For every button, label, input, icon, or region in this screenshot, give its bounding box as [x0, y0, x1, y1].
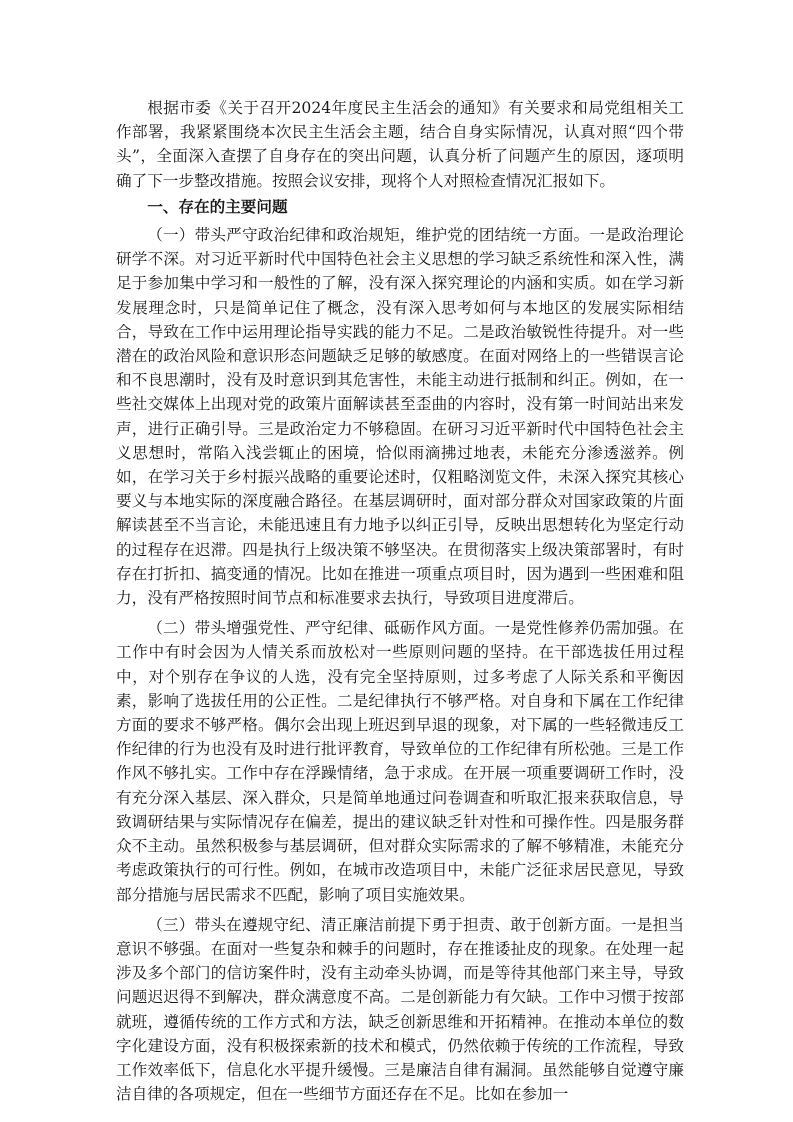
section-heading-main-problems: 一、存在的主要问题 — [147, 197, 288, 216]
intro-paragraph: 根据市委《关于召开2024年度民主生活会的通知》有关要求和局党组相关工作部署，我紧紧围绕本次民主生活会主题，结合自身实际情况，认真对照“四个带头”，全面深入查摆了自身存在的突出问题，认真分析了问题产生的原因，逐项明确了下一步整改措施。按照会议安排，现将个人对照检查情况汇报如下。 — [116, 99, 684, 190]
paragraph-party-spirit: （二）带头增强党性、严守纪律、砥砺作风方面。一是党性修养仍需加强。在工作中有时会因为人情关系而放松对一些原则问题的坚持。在干部选拔任用过程中，对个别存在争议的人选，没有完全坚持原则，过多考虑了人际关系和平衡因素，影响了选拔任用的公正性。二是纪律执行不够严格。对自身和下属在工作纪律方面的要求不够严格。偶尔会出现上班迟到早退的现象，对下属的一些轻微违反工作纪律的行为也没有及时进行批评教育，导致单位的工作纪律有所松弛。三是工作作风不够扎实。工作中存在浮躁情绪，急于求成。在开展一项重要调研工作时，没有充分深入基层、深入群众，只是简单地通过问卷调查和听取汇报来获取信息，导致调研结果与实际情况存在偏差，提出的建议缺乏针对性和可操作性。四是服务群众不主动。虽然积极参与基层调研，但对群众实际需求的了解不够精准，未能充分考虑政策执行的可行性。例如，在城市改造项目中，未能广泛征求居民意见，导致部分措施与居民需求不匹配，影响了项目实施效果。 — [116, 619, 684, 904]
paragraph-political-discipline: （一）带头严守政治纪律和政治规矩，维护党的团结统一方面。一是政治理论研学不深。对习近平新时代中国特色社会主义思想的学习缺乏系统性和深入性，满足于参加集中学习和一般性的了解，没有深入探究理论的内涵和实质。如在学习新发展理念时，只是简单记住了概念，没有深入思考如何与本地区的发展实际相结合，导致在工作中运用理论指导实践的能力不足。二是政治敏锐性待提升。对一些潜在的政治风险和意识形态问题缺乏足够的敏感度。在面对网络上的一些错误言论和不良思潮时，没有及时意识到其危害性，未能主动进行抵制和纠正。例如，在一些社交媒体上出现对党的政策片面解读甚至歪曲的内容时，没有第一时间站出来发声，进行正确引导。三是政治定力不够稳固。在研习习近平新时代中国特色社会主义思想时，常陷入浅尝辄止的困境，恰似雨滴拂过地表，未能充分渗透滋养。例如，在学习关于乡村振兴战略的重要论述时，仅粗略浏览文件，未深入探究其核心要义与本地实际的深度融合路径。在基层调研时，面对部分群众对国家政策的片面解读甚至不当言论，未能迅速且有力地予以纠正引导，反映出思想转化为坚定行动的过程存在迟滞。四是执行上级决策不够坚决。在贯彻落实上级决策部署时，有时存在打折扣、搞变通的情况。比如在推进一项重点项目时，因为遇到一些困难和阻力，没有严格按照时间节点和标准要求去执行，导致项目进度滞后。 — [116, 226, 684, 608]
paragraph-responsibility-innovation: （三）带头在遵规守纪、清正廉洁前提下勇于担责、敢于创新方面。一是担当意识不够强。在面对一些复杂和棘手的问题时，存在推诿扯皮的现象。在处理一起涉及多个部门的信访案件时，没有主动牵头协调，而是等待其他部门来主导，导致问题迟迟得不到解决，群众满意度不高。二是创新能力有欠缺。工作中习惯于按部就班，遵循传统的工作方式和方法，缺乏创新思维和开拓精神。在推动本单位的数字化建设方面，没有积极探索新的技术和模式，仍然依赖于传统的工作流程，导致工作效率低下，信息化水平提升缓慢。三是廉洁自律有漏洞。虽然能够自觉遵守廉洁自律的各项规定，但在一些细节方面还存在不足。比如在参加一 — [116, 915, 684, 1104]
document-page — [116, 96, 684, 1106]
